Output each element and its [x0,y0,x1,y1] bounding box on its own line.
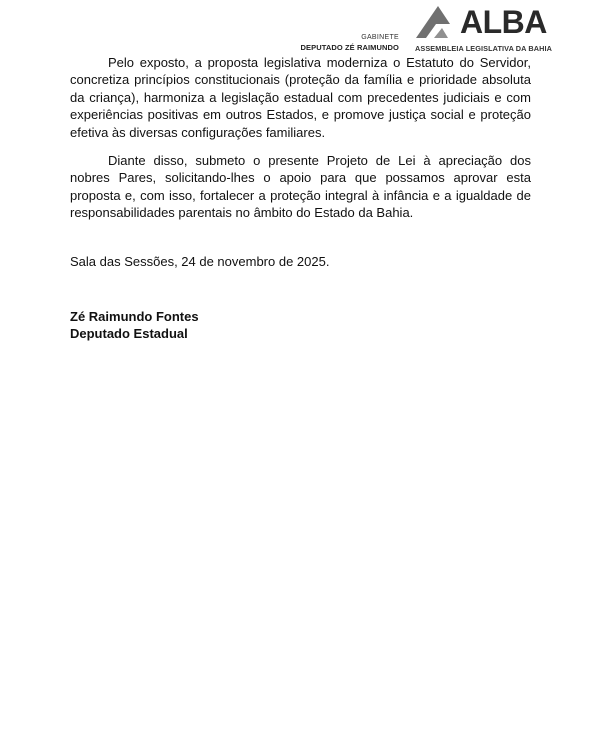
document-body [70,54,531,222]
closing-line: Sala das Sessões, 24 de novembro de 2025. [70,254,330,269]
alba-triangle-logo-icon [414,4,462,40]
paragraph-2: Diante disso, submeto o presente Projeto de Lei à apreciação dos nobres Pares, solicitando-lhes o apoio para que possamos aprovar esta proposta e, com isso, fortalecer a proteção integral à infância e a igualdade de responsabilidades parentais no âmbito do Estado da Bahia. [70,153,531,221]
gabinete-name: DEPUTADO ZÉ RAIMUNDO [300,43,399,52]
gabinete-label: GABINETE [361,34,399,41]
signature-block [70,309,199,342]
logo-subtitle: ASSEMBLEIA LEGISLATIVA DA BAHIA [415,44,553,53]
logo-text: ALBA [460,4,547,40]
signature-name: Zé Raimundo Fontes [70,309,199,324]
paragraph-1: Pelo exposto, a proposta legislativa moderniza o Estatuto do Servidor, concretiza princípios constitucionais (proteção da família e prioridade absoluta da criança), harmoniza a legislação estadual com precedentes judiciais e com experiências positivas em outros Estados, e promove justiça social e proteção efetiva às diversas configurações familiares. [70,55,531,140]
document-header [0,0,600,56]
signature-title: Deputado Estadual [70,325,188,341]
